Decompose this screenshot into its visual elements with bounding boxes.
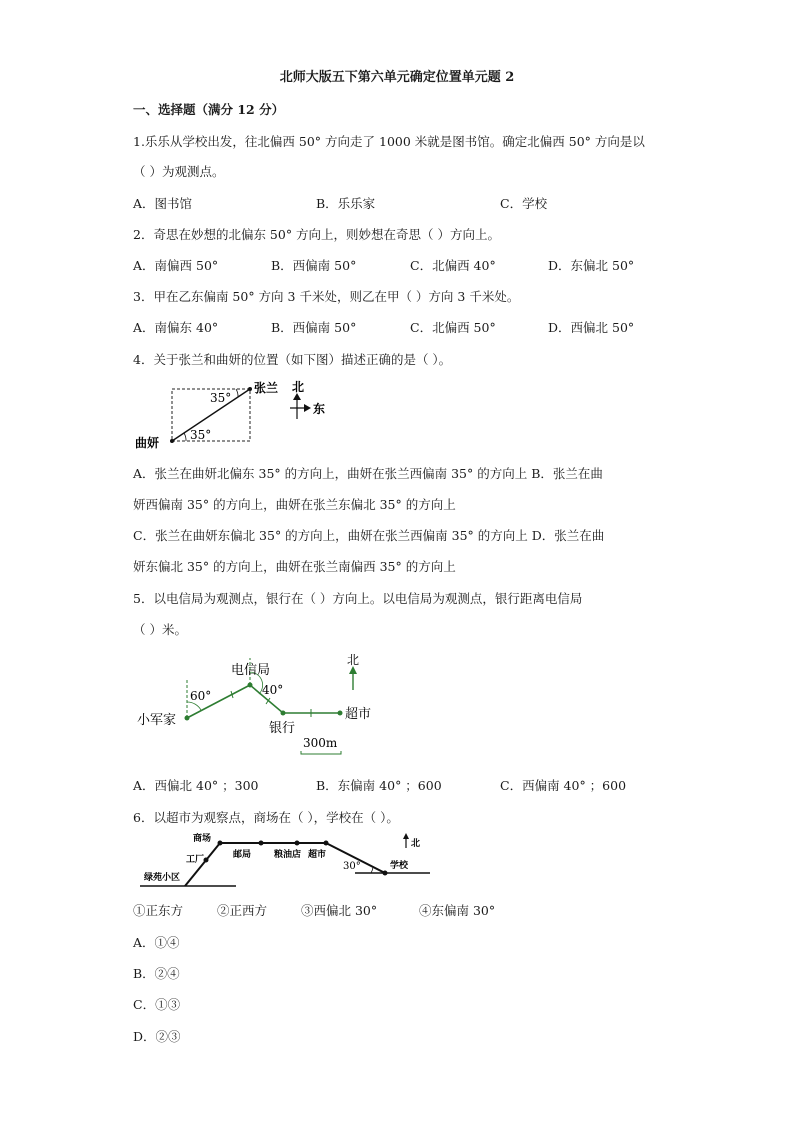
q5-map-figure (135, 650, 395, 760)
q6-choice-3: ③西偏北 30° (301, 903, 378, 918)
q4-angle-bottom: 35° (190, 428, 212, 442)
q6-angle: 30° (343, 861, 361, 872)
q4-options-line2: 妍西偏南 35° 的方向上，曲妍在张兰东偏北 35° 的方向上 (133, 497, 456, 512)
q4-options-line1: A．张兰在曲妍北偏东 35° 的方向上，曲妍在张兰西偏南 35° 的方向上 B．张兰在曲 (133, 466, 603, 481)
q5-supermarket-dot (338, 711, 343, 716)
q6-label-north: 北 (411, 839, 421, 849)
section-heading: 一、选择题（满分 12 分） (133, 102, 285, 117)
q4-stem: 4．关于张兰和曲妍的位置（如下图）描述正确的是（ ）。 (133, 352, 452, 367)
q6-option-b: B．②④ (133, 966, 180, 981)
q5-label-bank: 银行 (269, 721, 296, 736)
q4-label-east: 东 (313, 402, 326, 416)
q1-option-b: B．乐乐家 (316, 196, 376, 211)
q4-label-zhanglan: 张兰 (254, 381, 279, 395)
q4-angle-top: 35° (210, 391, 232, 405)
q6-label-supermarket: 超市 (308, 850, 327, 860)
q4-direction-figure (130, 375, 350, 455)
q6-choice-4: ④东偏南 30° (419, 903, 496, 918)
q6-choice-1: ①正东方 (133, 903, 184, 918)
q6-factory-dot (204, 858, 209, 863)
q6-school-dot (383, 871, 388, 876)
q5-angle-60: 60° (190, 689, 212, 703)
q1-option-a: A．图书馆 (133, 196, 193, 211)
q5-stem-line1: 5．以电信局为观测点，银行在（ ）方向上。以电信局为观测点，银行距离电信局 (133, 591, 583, 606)
q6-label-mall: 商场 (193, 834, 212, 844)
q6-choice-2: ②正西方 (217, 903, 268, 918)
q3-stem: 3．甲在乙东偏南 50° 方向 3 千米处，则乙在甲（ ）方向 3 千米处。 (133, 289, 520, 304)
q2-stem: 2．奇思在妙想的北偏东 50° 方向上，则妙想在奇思（ ）方向上。 (133, 227, 501, 242)
q6-label-factory: 工厂 (186, 855, 205, 865)
q6-label-post: 邮局 (233, 850, 252, 860)
q5-option-c: C．西偏南 40° ；600 (500, 778, 627, 793)
q1-stem-line1: 1.乐乐从学校出发，往北偏西 50° 方向走了 1000 米就是图书馆。确定北偏西 50° 方向是以 (133, 134, 645, 149)
q3-option-d: D．西偏北 50° (548, 320, 635, 335)
q5-scale-bar (301, 751, 341, 754)
q5-telecom-dot (248, 683, 253, 688)
q6-label-garden: 绿苑小区 (144, 873, 181, 883)
q4-options-line4: 妍东偏北 35° 的方向上，曲妍在张兰南偏西 35° 的方向上 (133, 559, 456, 574)
q2-option-a: A．南偏西 50° (133, 258, 219, 273)
q6-label-grain: 粮油店 (274, 850, 302, 860)
q5-label-home: 小军家 (137, 713, 177, 728)
q5-bank-dot (281, 711, 286, 716)
q3-option-c: C．北偏西 50° (410, 320, 496, 335)
q5-label-supermarket: 超市 (345, 707, 372, 722)
q5-label-north: 北 (347, 653, 360, 667)
q6-mall-dot (218, 841, 223, 846)
q5-option-a: A．西偏北 40° ；300 (133, 778, 259, 793)
q1-stem-line2: （ ）为观测点。 (133, 164, 225, 179)
q6-street-figure (140, 830, 440, 892)
q4-label-north: 北 (292, 380, 305, 394)
q6-stem: 6．以超市为观察点，商场在（ ），学校在（ ）。 (133, 810, 399, 825)
q2-option-d: D．东偏北 50° (548, 258, 635, 273)
q6-label-school: 学校 (390, 861, 409, 871)
q5-scale-label: 300m (303, 736, 338, 750)
q6-option-d: D．②③ (133, 1029, 181, 1044)
q2-option-b: B．西偏南 50° (271, 258, 357, 273)
page-title: 北师大版五下第六单元确定位置单元题 2 (279, 70, 515, 85)
q5-option-b: B．东偏南 40° ；600 (316, 778, 442, 793)
q4-label-quyan: 曲妍 (135, 436, 160, 450)
q3-option-a: A．南偏东 40° (133, 320, 219, 335)
q5-angle-40: 40° (262, 683, 284, 697)
q6-option-c: C．①③ (133, 997, 181, 1012)
q6-grain-dot (295, 841, 300, 846)
q5-home-dot (185, 716, 190, 721)
q6-supermarket-dot (324, 841, 329, 846)
q6-option-a: A．①④ (133, 935, 180, 950)
q5-stem-line2: （ ）米。 (133, 622, 187, 637)
q4-options-line3: C．张兰在曲妍东偏北 35° 的方向上，曲妍在张兰西偏南 35° 的方向上 D．张兰在曲 (133, 528, 605, 543)
q6-post-dot (259, 841, 264, 846)
q3-option-b: B．西偏南 50° (271, 320, 357, 335)
q5-label-telecom: 电信局 (231, 663, 271, 678)
q1-option-c: C．学校 (500, 196, 548, 211)
q2-option-c: C．北偏西 40° (410, 258, 496, 273)
